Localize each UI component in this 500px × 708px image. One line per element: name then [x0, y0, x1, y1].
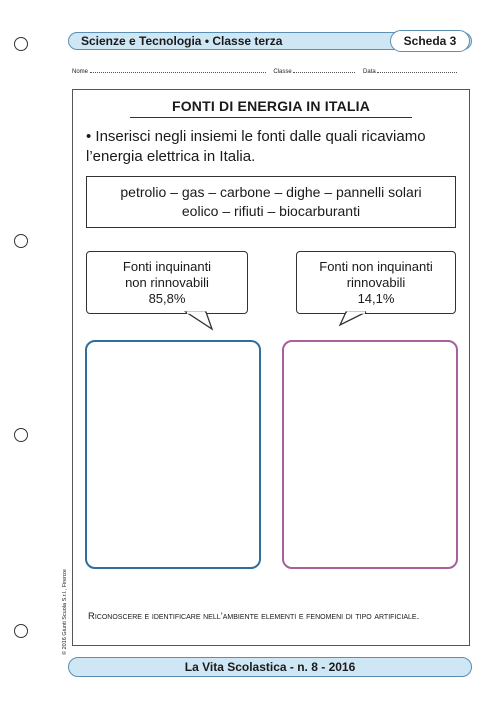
renewable-label-2: rinnovabili — [346, 275, 406, 290]
date-label: Data — [363, 69, 376, 75]
renewable-set[interactable] — [282, 340, 458, 569]
renewable-label-1: Fonti non inquinanti — [319, 259, 433, 274]
sources-line-1: petrolio – gas – carbone – dighe – pannelli solari — [120, 184, 422, 200]
copyright-text: © 2016 Giunti Scuola S.r.l., Firenze — [62, 569, 68, 655]
non-renewable-label-1: Fonti inquinanti — [122, 259, 212, 274]
learning-objective: Riconoscere e identificare nell’ambiente elementi e fenomeni di tipo artificiale. — [88, 611, 420, 622]
non-renewable-label-2: non rinnovabili — [125, 275, 209, 290]
sources-line-2: eolico – rifiuti – biocarburanti — [181, 203, 361, 219]
renewable-percent: 14,1% — [357, 291, 395, 306]
name-label: Nome — [72, 69, 89, 75]
non-renewable-percent: 85,8% — [148, 291, 186, 306]
non-renewable-set[interactable] — [85, 340, 261, 569]
footer-bar: La Vita Scolastica - n. 8 - 2016 — [68, 657, 472, 677]
worksheet-title: FONTI DI ENERGIA IN ITALIA — [171, 98, 371, 114]
instruction-text: • Inserisci negli insiemi le fonti dalle quali ricaviamo l’energia elettrica in Italia. — [86, 128, 426, 165]
class-label: Classe — [273, 69, 292, 75]
subject-title: Scienze e Tecnologia • Classe terza — [81, 34, 283, 48]
worksheet-number-tab: Scheda 3 — [390, 30, 470, 52]
